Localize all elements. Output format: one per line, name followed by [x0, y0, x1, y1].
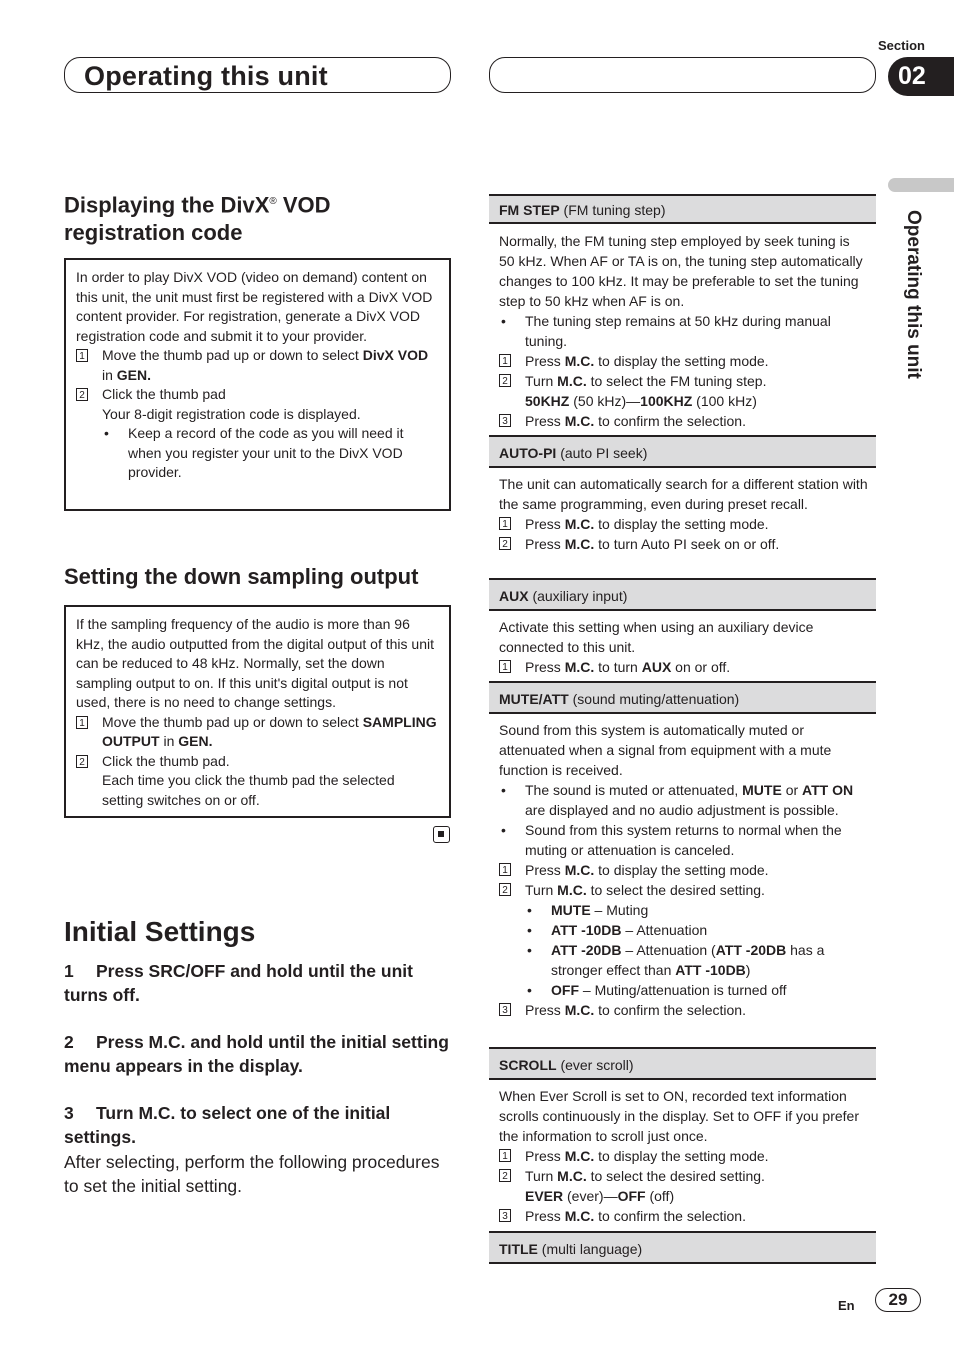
setting-step-1	[499, 860, 869, 880]
step-text: Press	[525, 659, 565, 675]
option-att-20db	[499, 940, 869, 980]
step-text: to select the desired setting.	[586, 1168, 765, 1184]
control-name: M.C.	[564, 1002, 595, 1018]
side-tab-marker	[888, 178, 954, 192]
setting-header-mute-att	[489, 681, 876, 714]
menu-item-name: SAMPLING OUTPUT	[102, 713, 437, 749]
initial-step-3	[64, 1101, 454, 1149]
setting-title: AUX	[499, 588, 529, 604]
step-text: Press	[525, 1148, 565, 1164]
option-name: ATT -10DB	[551, 922, 622, 938]
initial-after-text: After selecting, perform the following procedures to set the initial setting.	[64, 1152, 440, 1196]
downsampling-step-2-result: Each time you click the thumb pad the selected setting switches on or off.	[102, 772, 395, 808]
menu-name: GEN.	[178, 733, 213, 749]
setting-step-2	[499, 534, 869, 554]
setting-options	[499, 391, 869, 411]
step-text: to display the setting mode.	[594, 516, 769, 532]
step-number: 1	[499, 1149, 511, 1162]
step-text: Press	[525, 1002, 565, 1018]
setting-desc: When Ever Scroll is set to ON, recorded text information scrolls continuously in the display. Set to OFF if you prefer the information to scroll just once.	[499, 1088, 860, 1144]
step-text: in	[102, 366, 117, 383]
initial-step-1	[64, 959, 454, 1007]
setting-step-1	[499, 1146, 869, 1166]
divx-heading-part: registration code	[64, 220, 243, 246]
divx-heading-part: Displaying the DivX	[64, 192, 270, 218]
option-name: OFF	[551, 982, 579, 998]
option-desc: (100 kHz)	[692, 393, 757, 409]
setting-title: MUTE/ATT	[499, 691, 569, 707]
divx-step-2-result: Your 8-digit registration code is displayed.	[102, 405, 361, 422]
setting-subtitle: (auto PI seek)	[556, 445, 648, 461]
step-text: Press	[525, 516, 565, 532]
option-desc: – Attenuation (	[621, 942, 716, 958]
setting-step-3	[499, 1206, 869, 1226]
control-name: M.C.	[564, 659, 595, 675]
setting-desc: Activate this setting when using an auxiliary device connected to this unit.	[499, 619, 814, 655]
option-name: ATT -10DB	[675, 962, 746, 978]
setting-subtitle: (auxiliary input)	[528, 588, 628, 604]
setting-step-3	[499, 411, 869, 431]
setting-header-aux	[489, 578, 876, 611]
setting-header-title	[489, 1231, 876, 1264]
setting-step-2	[499, 371, 869, 391]
step-text: Press	[525, 536, 565, 552]
downsampling-box	[64, 605, 451, 818]
step-text: Click the thumb pad.	[102, 752, 230, 769]
setting-step-1	[499, 351, 869, 371]
option-name: ATT -20DB	[551, 942, 622, 958]
setting-note-2: • Sound from this system returns to normal when the muting or attenuation is canceled.	[499, 820, 869, 860]
control-name: M.C.	[564, 516, 595, 532]
side-tab	[898, 210, 928, 420]
divx-box	[64, 258, 451, 511]
setting-step-2	[499, 880, 869, 900]
option-desc: – Muting/attenuation is turned off	[579, 982, 787, 998]
control-name: M.C.	[564, 536, 595, 552]
option-desc: – Attenuation	[621, 922, 708, 938]
setting-step-1	[499, 514, 869, 534]
note-text: The sound is muted or attenuated,	[525, 782, 743, 798]
setting-subtitle: (ever scroll)	[556, 1057, 634, 1073]
step-number: 1	[499, 517, 511, 530]
step-number: 1	[76, 716, 88, 729]
step-text: Press M.C. and hold until the initial setting menu appears in the display.	[64, 1032, 449, 1076]
option-name: EVER	[525, 1188, 564, 1204]
step-number: 2	[499, 374, 511, 387]
setting-desc: Normally, the FM tuning step employed by seek tuning is 50 kHz. When AF or TA is on, the tuning step automatically changes to 100 kHz. It may be preferable to set the tuning step to 50 kHz when AF is on.	[499, 233, 863, 309]
step-text: Turn	[525, 1168, 558, 1184]
divx-note: • Keep a record of the code as you will need it when you register your unit to the DivX VOD provider.	[102, 424, 439, 483]
step-text: Turn	[525, 882, 558, 898]
indicator-name: MUTE	[742, 782, 782, 798]
menu-name: GEN.	[116, 366, 152, 383]
option-mute	[499, 900, 869, 920]
setting-subtitle: (sound muting/attenuation)	[568, 691, 740, 707]
step-text: to select the FM tuning step.	[586, 373, 767, 389]
step-text: Turn M.C. to select one of the initial settings.	[64, 1103, 391, 1147]
setting-body-mute-att	[489, 720, 869, 1020]
step-text: to display the setting mode.	[594, 862, 769, 878]
section-label: Section	[878, 38, 925, 53]
step-number: 2	[76, 388, 88, 401]
option-desc: has a stronger effect than	[551, 942, 825, 978]
side-tab-label: Operating this unit	[903, 210, 924, 379]
step-text: Turn	[525, 373, 558, 389]
option-desc: (50 kHz)—	[569, 393, 641, 409]
step-text: to select the desired setting.	[586, 882, 765, 898]
downsampling-intro: If the sampling frequency of the audio is more than 96 kHz, the audio outputted from the digital output of this unit can be reduced to 48 kHz. Normally, set the down sampling output to on. If this unit's digital output is not used, there is no need to change settings.	[76, 616, 434, 710]
option-name: 50KHZ	[525, 393, 570, 409]
section-number: 02	[888, 57, 954, 96]
step-number: 2	[64, 1032, 74, 1052]
setting-title: AUTO-PI	[499, 445, 557, 461]
option-off	[499, 980, 869, 1000]
option-desc: – Muting	[590, 902, 649, 918]
step-text: Click the thumb pad	[102, 386, 226, 402]
divx-intro: In order to play DivX VOD (video on demand) content on this unit, the unit must first be registered with a DivX VOD content provider. For registration, generate a DivX VOD registration code and submit it to your provider.	[76, 269, 433, 344]
setting-note: • The tuning step remains at 50 kHz during manual tuning.	[499, 311, 869, 351]
page-title: Operating this unit	[84, 61, 328, 91]
setting-note-1	[499, 780, 869, 820]
step-number: 2	[499, 883, 511, 896]
step-number: 2	[76, 755, 88, 768]
option-att-10db	[499, 920, 869, 940]
step-number: 3	[499, 414, 511, 427]
step-number: 1	[499, 354, 511, 367]
setting-title: TITLE	[499, 1241, 538, 1257]
downsampling-step-1	[76, 713, 439, 752]
header-blank-frame	[489, 57, 876, 93]
setting-step-1	[499, 657, 869, 677]
setting-body-aux	[489, 617, 869, 677]
downsampling-step-2	[76, 752, 439, 772]
option-desc: )	[745, 962, 751, 978]
step-number: 3	[64, 1103, 74, 1123]
setting-header-fm-step	[489, 194, 876, 224]
divx-heading	[64, 188, 454, 247]
indicator-name: ATT ON	[802, 782, 854, 798]
divx-step-2	[76, 385, 439, 405]
step-text: Press SRC/OFF and hold until the unit turns off.	[64, 961, 413, 1005]
note-text: are displayed and no audio adjustment is possible.	[525, 802, 839, 818]
end-of-section-icon	[433, 826, 450, 843]
setting-body-auto-pi	[489, 474, 869, 554]
step-number: 3	[499, 1209, 511, 1222]
step-text: to turn	[594, 659, 642, 675]
control-name: M.C.	[564, 413, 595, 429]
step-text: Press	[525, 1208, 565, 1224]
step-text: to display the setting mode.	[594, 1148, 769, 1164]
setting-step-3	[499, 1000, 869, 1020]
step-number: 1	[499, 863, 511, 876]
option-desc: (off)	[645, 1188, 675, 1204]
divx-step-1	[76, 346, 439, 385]
step-text: to confirm the selection.	[594, 1208, 746, 1224]
step-number: 1	[76, 349, 88, 362]
initial-settings-heading: Initial Settings	[64, 916, 256, 947]
note-text: or	[781, 782, 803, 798]
option-desc: (ever)—	[563, 1188, 618, 1204]
source-name: AUX	[641, 659, 672, 675]
setting-header-auto-pi	[489, 435, 876, 468]
control-name: M.C.	[557, 882, 587, 898]
setting-body-fm-step	[489, 231, 869, 431]
menu-item-name: DivX VOD	[362, 347, 429, 363]
setting-subtitle: (FM tuning step)	[559, 202, 666, 218]
step-number: 2	[499, 537, 511, 550]
setting-body-scroll	[489, 1086, 869, 1226]
step-text: Press	[525, 862, 565, 878]
step-number: 1	[499, 660, 511, 673]
divx-heading-part: VOD	[276, 192, 331, 218]
step-number: 1	[64, 961, 74, 981]
step-text: on or off.	[671, 659, 731, 675]
setting-title: SCROLL	[499, 1057, 557, 1073]
control-name: M.C.	[564, 353, 595, 369]
control-name: M.C.	[564, 862, 595, 878]
setting-desc: The unit can automatically search for a different station with the same programming, even during preset recall.	[499, 476, 868, 512]
setting-options	[499, 1186, 869, 1206]
step-text: to display the setting mode.	[594, 353, 769, 369]
registered-mark: ®	[269, 196, 277, 207]
control-name: M.C.	[564, 1148, 595, 1164]
language-code: En	[838, 1298, 855, 1313]
page-number: 29	[875, 1288, 921, 1312]
step-number: 2	[499, 1169, 511, 1182]
step-text: to confirm the selection.	[594, 1002, 746, 1018]
setting-subtitle: (multi language)	[537, 1241, 643, 1257]
step-text: in	[159, 733, 179, 749]
downsampling-heading: Setting the down sampling output	[64, 564, 419, 589]
step-text: Move the thumb pad up or down to select	[102, 713, 363, 730]
control-name: M.C.	[557, 373, 587, 389]
step-text: to turn Auto PI seek on or off.	[594, 536, 780, 552]
step-text: to confirm the selection.	[594, 413, 746, 429]
step-number: 3	[499, 1003, 511, 1016]
step-text: Press	[525, 413, 565, 429]
option-name: OFF	[617, 1188, 646, 1204]
initial-step-2	[64, 1030, 454, 1078]
setting-title: FM STEP	[499, 202, 560, 218]
setting-header-scroll	[489, 1047, 876, 1080]
option-name: 100KHZ	[640, 393, 693, 409]
option-name: ATT -20DB	[715, 942, 787, 958]
step-text: Press	[525, 353, 565, 369]
control-name: M.C.	[557, 1168, 587, 1184]
option-name: MUTE	[551, 902, 591, 918]
setting-desc: Sound from this system is automatically muted or attenuated when a signal from equipment with a mute function is received.	[499, 722, 832, 778]
setting-step-2	[499, 1166, 869, 1186]
control-name: M.C.	[564, 1208, 595, 1224]
step-text: Move the thumb pad up or down to select	[102, 347, 363, 363]
